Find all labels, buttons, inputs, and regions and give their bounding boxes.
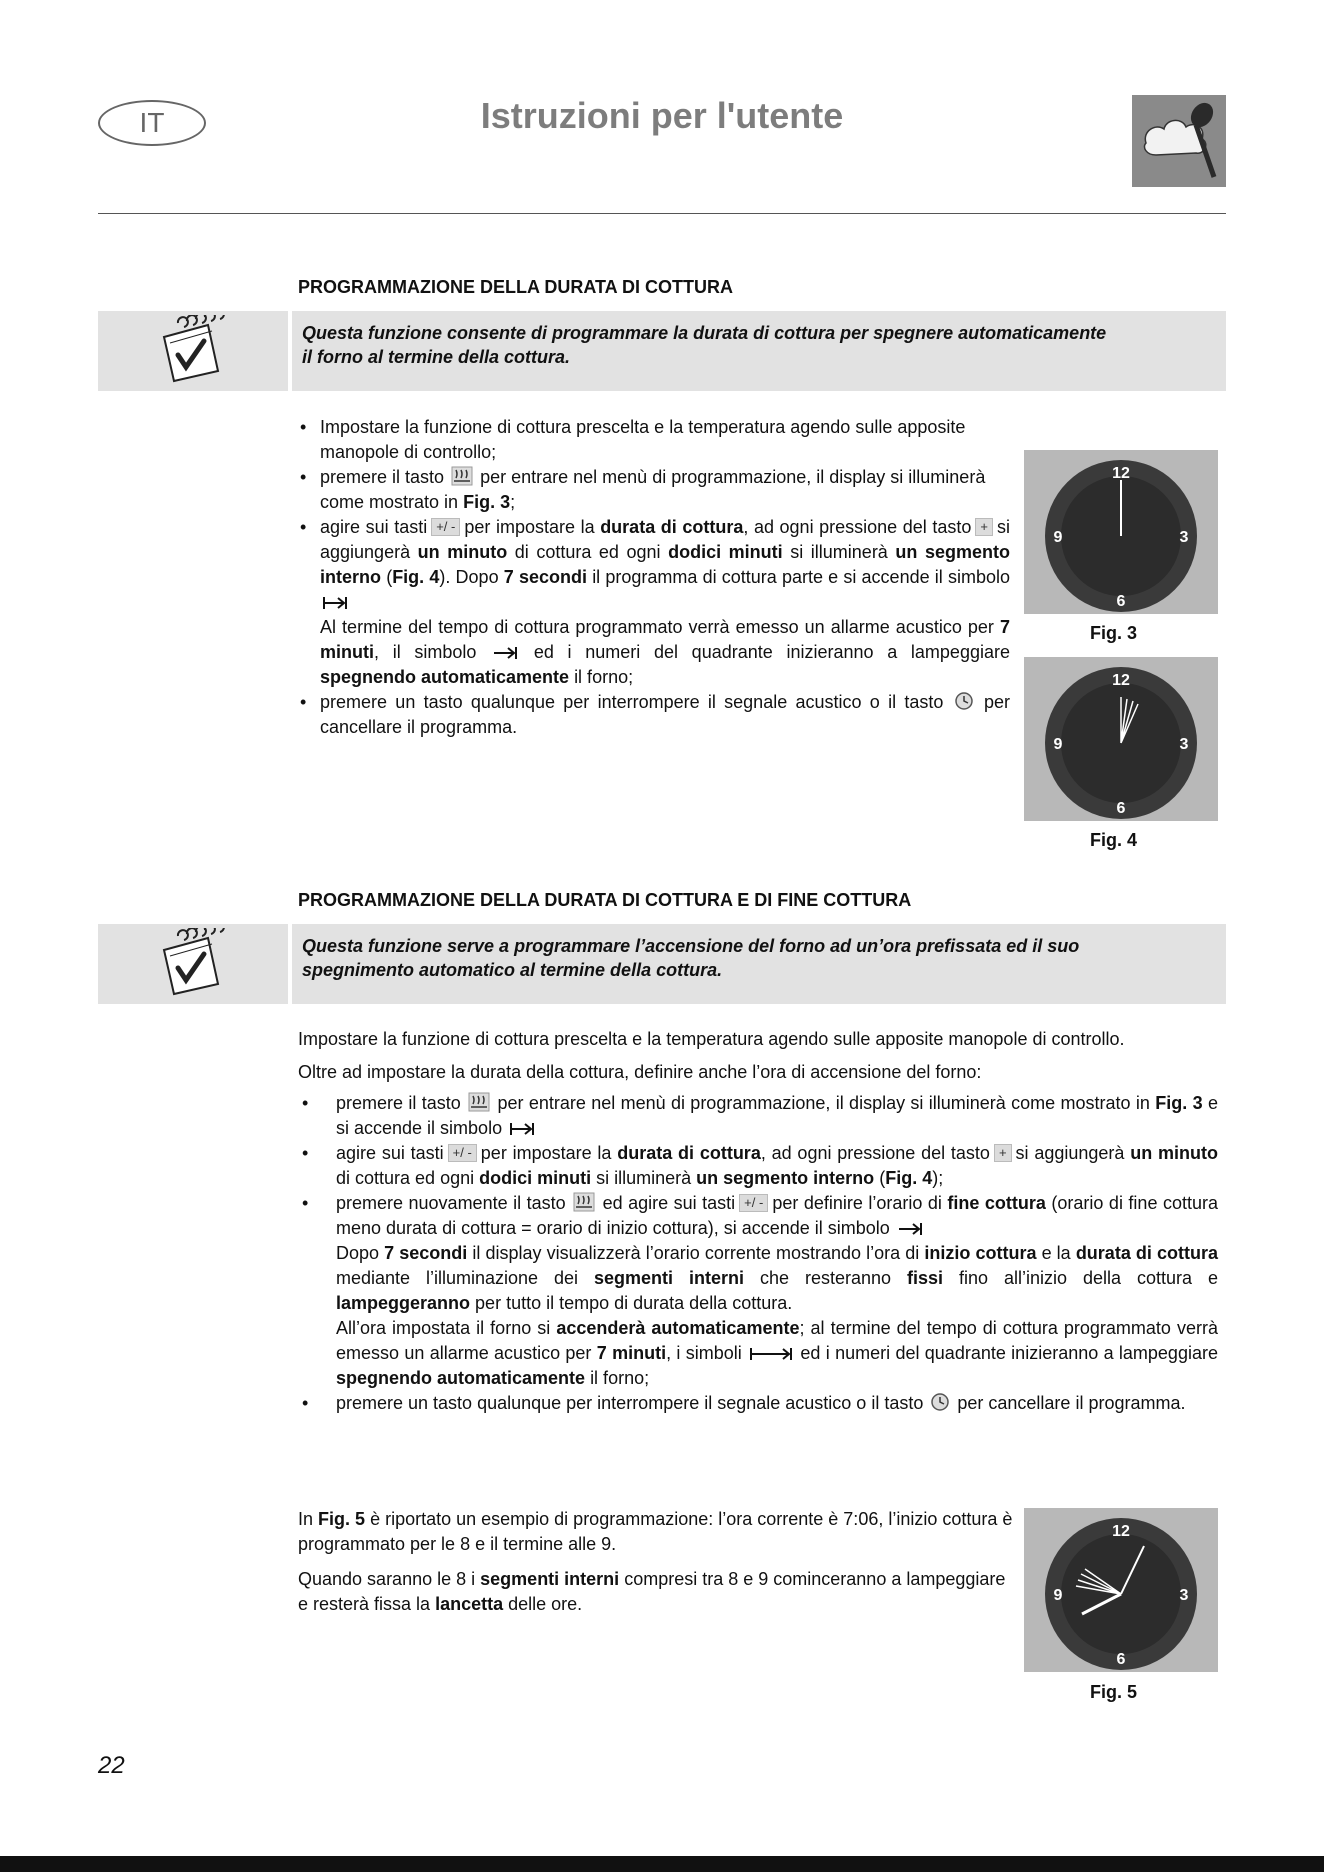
programming-key-icon bbox=[468, 1092, 490, 1112]
clock-label-12: 12 bbox=[1112, 672, 1130, 689]
note-line: spegnimento automatico al termine della cottura. bbox=[302, 960, 723, 980]
clock-display-icon bbox=[1024, 1508, 1218, 1672]
header-divider bbox=[98, 213, 1226, 214]
example-text bbox=[298, 1507, 1018, 1617]
list-item: • premere un tasto qualunque per interrompere il segnale acustico o il tasto per cancellare il programma. bbox=[300, 692, 1010, 737]
paragraph: Quando saranno le 8 i segmenti interni compresi tra 8 e 9 cominceranno a lampeggiare e resterà fissa la lancetta delle ore. bbox=[298, 1569, 1006, 1614]
duration-icon bbox=[509, 1121, 535, 1137]
clock-label-6: 6 bbox=[1116, 593, 1126, 610]
end-cooking-icon bbox=[492, 645, 518, 661]
section1-body bbox=[298, 415, 1010, 740]
list-item: • Impostare la funzione di cottura prescelta e la temperatura agendo sulle apposite manopole di controllo; bbox=[300, 417, 966, 462]
fig-5-caption: Fig. 5 bbox=[1090, 1682, 1138, 1702]
notepad-check-icon bbox=[154, 315, 236, 387]
note-line: il forno al termine della cottura. bbox=[302, 347, 571, 367]
clock-label-12: 12 bbox=[1112, 1523, 1130, 1540]
clock-label-9: 9 bbox=[1053, 736, 1063, 753]
note-icon-panel bbox=[98, 311, 288, 391]
plus-key: + bbox=[994, 1144, 1012, 1162]
fig-5-image bbox=[1024, 1508, 1218, 1672]
note-callout bbox=[292, 924, 1226, 1004]
note-callout bbox=[292, 311, 1226, 391]
clock-cancel-key-icon bbox=[954, 691, 974, 711]
fig-3-image bbox=[1024, 450, 1218, 614]
page-number: 22 bbox=[98, 1752, 125, 1779]
clock-label-3: 3 bbox=[1179, 1587, 1189, 1604]
note-line: Questa funzione consente di programmare la durata di cottura per spegnere automaticamente bbox=[302, 323, 1107, 343]
plus-minus-keys: +/ - bbox=[448, 1144, 477, 1162]
list-item: • premere il tasto per entrare nel menù di programmazione, il display si illuminerà come mostrato in Fig. 3 e si accende il simbolo bbox=[302, 1093, 1218, 1138]
list-item: • premere il tasto per entrare nel menù di programmazione, il display si illuminerà come mostrato in Fig. 3; bbox=[300, 467, 986, 512]
fig-4-caption: Fig. 4 bbox=[1090, 830, 1138, 850]
bottom-scan-edge bbox=[0, 1856, 1324, 1872]
note-line: Questa funzione serve a programmare l’accensione del forno ad un’ora prefissata ed il suo bbox=[302, 936, 1080, 956]
clock-cancel-key-icon bbox=[930, 1392, 950, 1412]
list-item: • premere nuovamente il tasto ed agire sui tasti +/ - per definire l’orario di fine cottura (orario di fine cottura meno durata di cottura = orario di inizio cottura), si accende il simbolo Dopo 7 secondi il display visualizzerà l’orario corrente mostrando l’ora di inizio cottura e la durata di cottura mediante l’illuminazione dei segmenti interni che resteranno fissi fino all’inizio della cottura e lampeggeranno per tutto il tempo di durata della cottura. All’ora impostata il forno si accenderà automaticamente; al termine del tempo di cottura programmato verrà emesso un allarme acustico per 7 minuti, i simboli ed i numeri del quadrante inizieranno a lampeggiare spegnendo automaticamente il forno; bbox=[302, 1193, 1219, 1388]
list-item: • agire sui tasti +/ - per impostare la durata di cottura, ad ogni pressione del tasto + si aggiungerà un minuto di cottura ed ogni dodici minuti si illuminerà un segmento interno (Fig. 4); bbox=[302, 1143, 1218, 1188]
fig-3-caption: Fig. 3 bbox=[1090, 623, 1138, 643]
notepad-check-icon bbox=[154, 928, 236, 1000]
clock-label-6: 6 bbox=[1116, 800, 1126, 817]
clock-label-9: 9 bbox=[1053, 1587, 1063, 1604]
plus-key: + bbox=[975, 518, 993, 536]
clock-display-icon bbox=[1024, 657, 1218, 821]
duration-icon bbox=[322, 595, 348, 611]
programming-key-icon bbox=[573, 1192, 595, 1212]
note-icon-panel bbox=[98, 924, 288, 1004]
chef-hat-spoon-logo bbox=[1132, 95, 1226, 187]
clock-label-3: 3 bbox=[1179, 529, 1189, 546]
duration-end-icons bbox=[749, 1346, 793, 1362]
end-cooking-icon bbox=[897, 1221, 923, 1237]
page-title: Istruzioni per l'utente bbox=[480, 95, 844, 136]
list-item: • agire sui tasti +/ - per impostare la durata di cottura, ad ogni pressione del tasto + si aggiungerà un minuto di cottura ed ogni dodici minuti si illuminerà un segmento interno (Fig. 4). Dopo 7 secondi il programma di cottura parte e si accende il simbolo Al termine del tempo di cottura programmato verrà emesso un allarme acustico per 7 minuti, il simbolo ed i numeri del quadrante inizieranno a lampeggiare spegnendo automaticamente il forno; bbox=[300, 517, 1010, 687]
paragraph: In Fig. 5 è riportato un esempio di programmazione: l’ora corrente è 7:06, l’inizio cottura è programmato per le 8 e il termine alle 9. bbox=[298, 1509, 1013, 1554]
list-item: • premere un tasto qualunque per interrompere il segnale acustico o il tasto per cancellare il programma. bbox=[302, 1393, 1186, 1413]
clock-label-12: 12 bbox=[1112, 465, 1130, 482]
language-badge: IT bbox=[98, 100, 206, 146]
section2-body bbox=[298, 1027, 1240, 1416]
clock-label-3: 3 bbox=[1179, 736, 1189, 753]
plus-minus-keys: +/ - bbox=[431, 518, 460, 536]
section-heading: PROGRAMMAZIONE DELLA DURATA DI COTTURA E DI FINE COTTURA bbox=[298, 890, 912, 910]
clock-display-icon bbox=[1024, 450, 1218, 614]
clock-label-9: 9 bbox=[1053, 529, 1063, 546]
paragraph: Oltre ad impostare la durata della cottura, definire anche l’ora di accensione del forno: bbox=[298, 1062, 982, 1082]
plus-minus-keys: +/ - bbox=[739, 1194, 768, 1212]
programming-key-icon bbox=[451, 466, 473, 486]
section-heading: PROGRAMMAZIONE DELLA DURATA DI COTTURA bbox=[298, 277, 733, 297]
clock-label-6: 6 bbox=[1116, 1651, 1126, 1668]
paragraph: Impostare la funzione di cottura prescelta e la temperatura agendo sulle apposite manopole di controllo. bbox=[298, 1029, 1125, 1049]
fig-4-image bbox=[1024, 657, 1218, 821]
